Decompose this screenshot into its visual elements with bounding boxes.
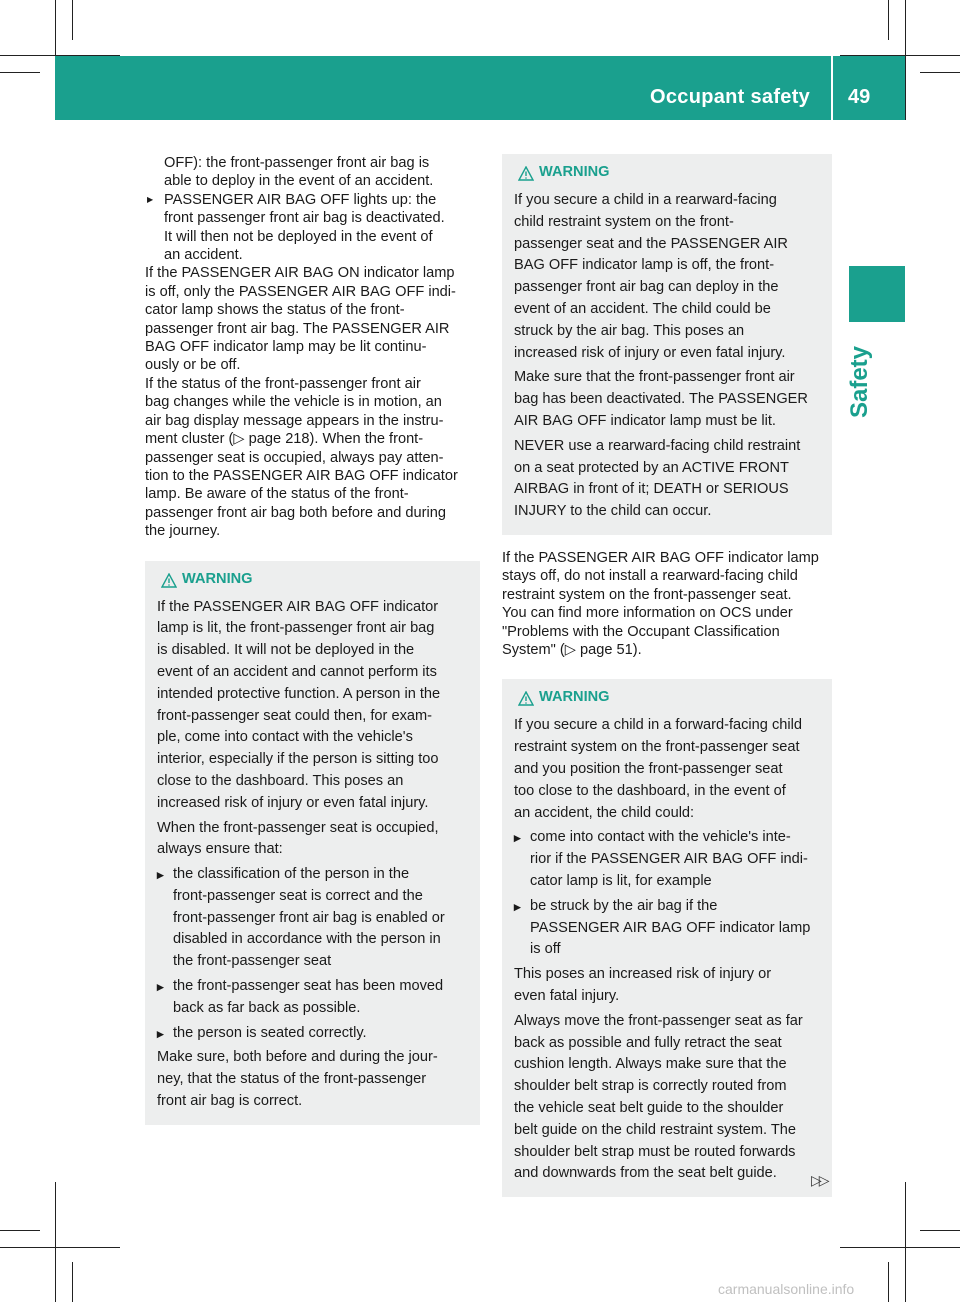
crop-mark	[888, 1262, 889, 1302]
continue-arrow-icon: ▷▷	[811, 1172, 827, 1188]
list-item: ▶ PASSENGER AIR BAG OFF lights up: the front passenger front air bag is deactivated. It will then not be deployed in the event of an accident.	[145, 191, 480, 265]
warning-box	[502, 679, 832, 1197]
crop-mark	[72, 1262, 73, 1302]
list-item: ▸ come into contact with the vehicle's inte- rior if the PASSENGER AIR BAG OFF indi- cator lamp is lit, for example	[514, 829, 808, 889]
page-reference-link[interactable]: ment cluster (▷ page 218). When the front-	[145, 431, 424, 448]
header-divider	[831, 56, 833, 120]
crop-mark	[55, 1182, 56, 1302]
warning-text: This poses an increased risk of injury or even fatal injury.	[514, 966, 772, 1004]
list-item: ▸ the front-passenger seat has been moved back as far back as possible.	[157, 978, 444, 1016]
warning-text: If the PASSENGER AIR BAG OFF indicator lamp is lit, the front-passenger front air bag is disabled. It will not be deployed in the event of an accident and cannot perform its intended protective function. A person in the front-passenger seat could then, for exam- ple, come into contact with the vehicle's interior, especially if the person is sitting too close to the dashboard. This poses an increased risk of injury or even fatal injury.	[157, 598, 441, 811]
right-column	[502, 154, 832, 1197]
crop-mark	[888, 0, 889, 40]
paragraph-status-change: If the status of the front-passenger front air bag changes while the vehicle is in motion, an air bag display message appears in the instru- ment cluster (▷ page 218). When the front- passenger seat is occupied, always pay atten- tion to the PASSENGER AIR BAG OFF indicator lamp. Be aware of the status of the front- passenger front air bag both before and during the journey.	[145, 375, 458, 540]
warning-text: Make sure that the front-passenger front air bag has been deactivated. The PASSENGER AIR BAG OFF indicator lamp must be lit.	[514, 369, 808, 429]
warning-text: Make sure, both before and during the jour- ney, that the status of the front-passenger front air bag is correct.	[157, 1049, 438, 1110]
warning-text: If you secure a child in a forward-facing child restraint system on the front-passenger seat and you position the front-passenger seat too close to the dashboard, in the event of an accident, the child could:	[514, 717, 802, 821]
warning-triangle-icon	[518, 166, 534, 186]
page-number: 49	[848, 86, 871, 108]
warning-text: When the front-passenger seat is occupied, always ensure that:	[157, 819, 439, 858]
warning-title: WARNING	[539, 689, 610, 706]
crop-mark	[0, 1247, 120, 1248]
continued-bullet-text: OFF): the front-passenger front air bag is able to deploy in the event of an accident.	[164, 155, 434, 190]
crop-mark	[0, 1230, 40, 1231]
crop-mark	[905, 0, 906, 120]
warning-text: Always move the front-passenger seat as far back as possible and fully retract the seat cushion length. Always make sure that the shoulder belt strap is correctly routed from the vehicle seat belt guide to the shoulder belt guide on the child restraint system. The shoulder belt strap must be routed forwards and downwards from the seat belt guide.	[514, 1012, 803, 1182]
left-column	[145, 154, 480, 1125]
side-tab-marker	[849, 266, 905, 322]
paragraph-ocs: If the PASSENGER AIR BAG OFF indicator lamp stays off, do not install a rearward-facing child restraint system on the front-passenger seat. You can find more information on OCS under "Problems with the Occupant Classification System" (▷ page 51).	[502, 549, 819, 658]
crop-mark	[905, 1182, 906, 1302]
crop-mark	[920, 1230, 960, 1231]
warning-text: NEVER use a rearward-facing child restraint on a seat protected by an ACTIVE FRONT AIRBAG in front of it; DEATH or SERIOUS INJURY to the child can occur.	[514, 437, 801, 520]
crop-mark	[840, 1247, 960, 1248]
paragraph-indicator-lamp: If the PASSENGER AIR BAG ON indicator lamp is off, only the PASSENGER AIR BAG OFF indi- cator lamp shows the status of the front- passenger front air bag. The PASSENGER AIR BAG OFF indicator lamp may be lit continu- ously or be off.	[145, 265, 456, 374]
warning-title: WARNING	[182, 570, 253, 587]
warning-box	[145, 561, 480, 1125]
side-tab-label: Safety	[846, 345, 873, 419]
section-title: Occupant safety	[650, 86, 811, 108]
warning-text: If you secure a child in a rearward-facing child restraint system on the front- passenger seat and the PASSENGER AIR BAG OFF indicator lamp is off, the front- passenger front air bag can deploy in the event of an accident. The child could be struck by the air bag. This poses an increased risk of injury or even fatal injury.	[514, 192, 788, 361]
watermark: carmanualsonline.info	[718, 1281, 855, 1297]
crop-mark	[920, 72, 960, 73]
crop-mark	[0, 72, 40, 73]
warning-box	[502, 154, 832, 535]
warning-triangle-icon	[518, 691, 534, 711]
list-item: ▸ the classification of the person in the front-passenger seat is correct and the front-passenger front air bag is enabled or disabled in accordance with the person in the front-passenger seat	[157, 866, 445, 970]
list-item: ▸ the person is seated correctly.	[157, 1024, 367, 1041]
crop-mark	[72, 0, 73, 40]
page-reference-link[interactable]: System" (▷ page 51).	[502, 641, 642, 658]
warning-title: WARNING	[539, 164, 610, 180]
list-item: ▸ be struck by the air bag if the PASSENGER AIR BAG OFF indicator lamp is off	[514, 897, 811, 958]
warning-triangle-icon	[161, 573, 177, 593]
